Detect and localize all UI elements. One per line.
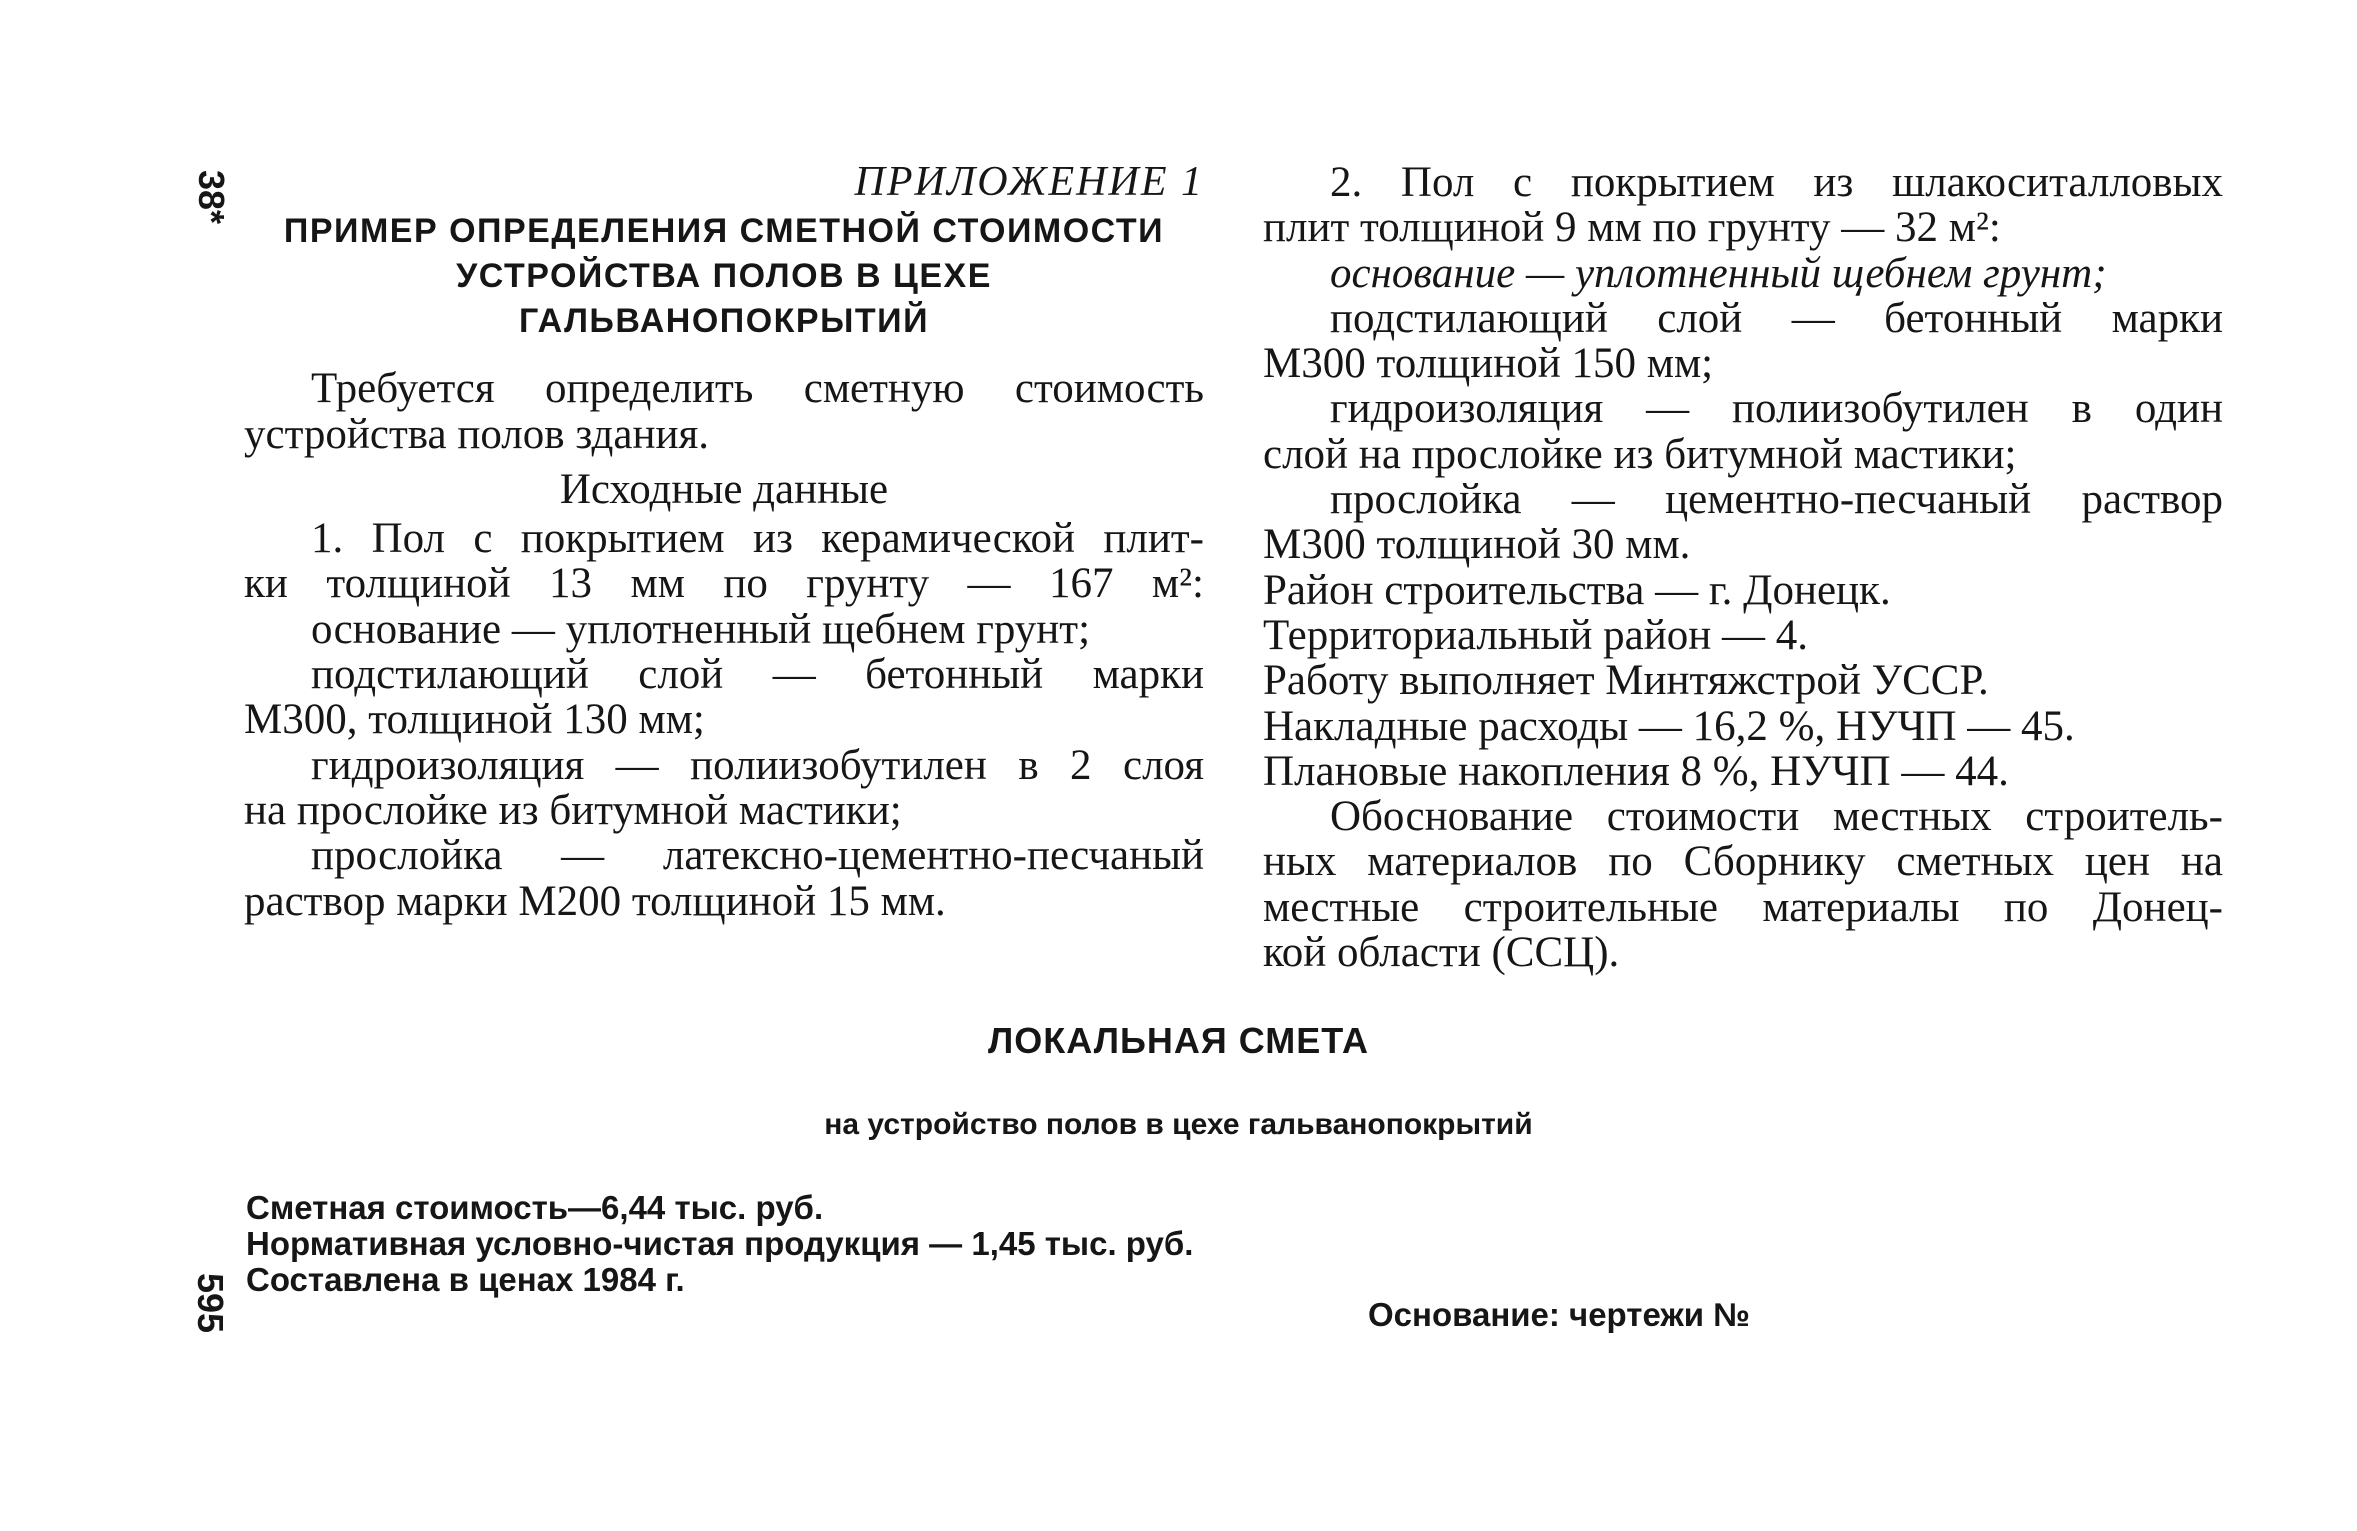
title-line: УСТРОЙСТВА ПОЛОВ В ЦЕХЕ [456,257,992,296]
text-line: подстилающий слой — бетонный марки [1330,294,2223,342]
text-line: Плановые накопления 8 %, НУЧП — 44. [1263,747,2009,795]
facts-list [1263,568,2223,794]
text-line: гидроизоляция — полиизобутилен в один [1330,385,2223,433]
text-line: прослойка — латексно-цементно-песчаный [311,832,1204,880]
text-line: местные строительные материалы по Донец- [1263,883,2223,931]
text-line: М300 толщиной 150 мм; [1263,340,1714,388]
text-line: основание — уплотненный щебнем грунт; [311,605,1091,653]
text-line: гидроизоляция — полиизобутилен в 2 слоя [311,741,1204,789]
right-column [1263,160,2223,975]
text-line: ных материалов по Сборнику сметных цен на [1263,838,2223,886]
text-line: Район строительства — г. Донецк. [1263,566,1891,614]
title-line: ГАЛЬВАНОПОКРЫТИЙ [518,302,930,341]
page-marker-top: 38* [191,169,233,225]
article-title [244,209,1204,344]
item-1 [244,516,1204,924]
meta-line: Составлена в ценах 1984 г. [246,1261,685,1298]
appendix-label: ПРИЛОЖЕНИЕ 1 [854,159,1204,205]
text-line: Территориальный район — 4. [1263,611,1809,659]
smeta-meta [246,1190,1193,1298]
intro-paragraph [244,366,1204,457]
text-line: устройства полов здания. [244,410,710,458]
item-2 [1263,160,2223,568]
text-line: Работу выполняет Минтяжстрой УССР. [1263,657,1989,705]
text-line: кой области (ССЦ). [1263,929,1620,977]
text-line: Обоснование стоимости местных строитель- [1330,793,2223,841]
text-line: слой на прослойке из битумной мастики; [1263,430,2017,478]
text-line: на прослойке из битумной мастики; [244,786,902,834]
text-line: прослойка — цементно-песчаный раствор [1330,476,2223,524]
text-line: М300 толщиной 30 мм. [1263,521,1691,569]
text-line: основание — уплотненный щебнем грунт; [1330,249,2107,297]
title-line: ПРИМЕР ОПРЕДЕЛЕНИЯ СМЕТНОЙ СТОИМОСТИ [283,212,1165,251]
text-line: раствор марки М200 толщиной 15 мм. [244,877,946,925]
text-line: подстилающий слой — бетонный марки [311,651,1204,699]
smeta-title: ЛОКАЛЬНАЯ СМЕТА [988,1020,1369,1061]
text-line: 2. Пол с покрытием из шлакоситалловых [1330,159,2223,206]
meta-line: Сметная стоимость—6,44 тыс. руб. [246,1189,824,1226]
text-line: плит толщиной 9 мм по грунту — 32 м²: [1263,204,2001,252]
text-line: Требуется определить сметную стоимость [311,365,1204,413]
page-marker-bottom: 595 [190,1272,232,1334]
left-column [244,160,1204,924]
text-line: 1. Пол с покрытием из керамической плит- [311,515,1204,563]
smeta-subtitle: на устройство полов в цехе гальванопокрытий [824,1108,1533,1141]
text-line: ки толщиной 13 мм по грунту — 167 м²: [244,560,1204,608]
meta-line: Нормативная условно-чистая продукция — 1,45 тыс. руб. [246,1225,1194,1262]
text-line: Накладные расходы — 16,2 %, НУЧП — 45. [1263,702,2075,750]
text-line: М300, толщиной 130 мм; [244,696,705,744]
section-title: Исходные данные [559,465,889,513]
basis-paragraph [1263,794,2223,975]
smeta-basis: Основание: чертежи № [1368,1296,1750,1333]
